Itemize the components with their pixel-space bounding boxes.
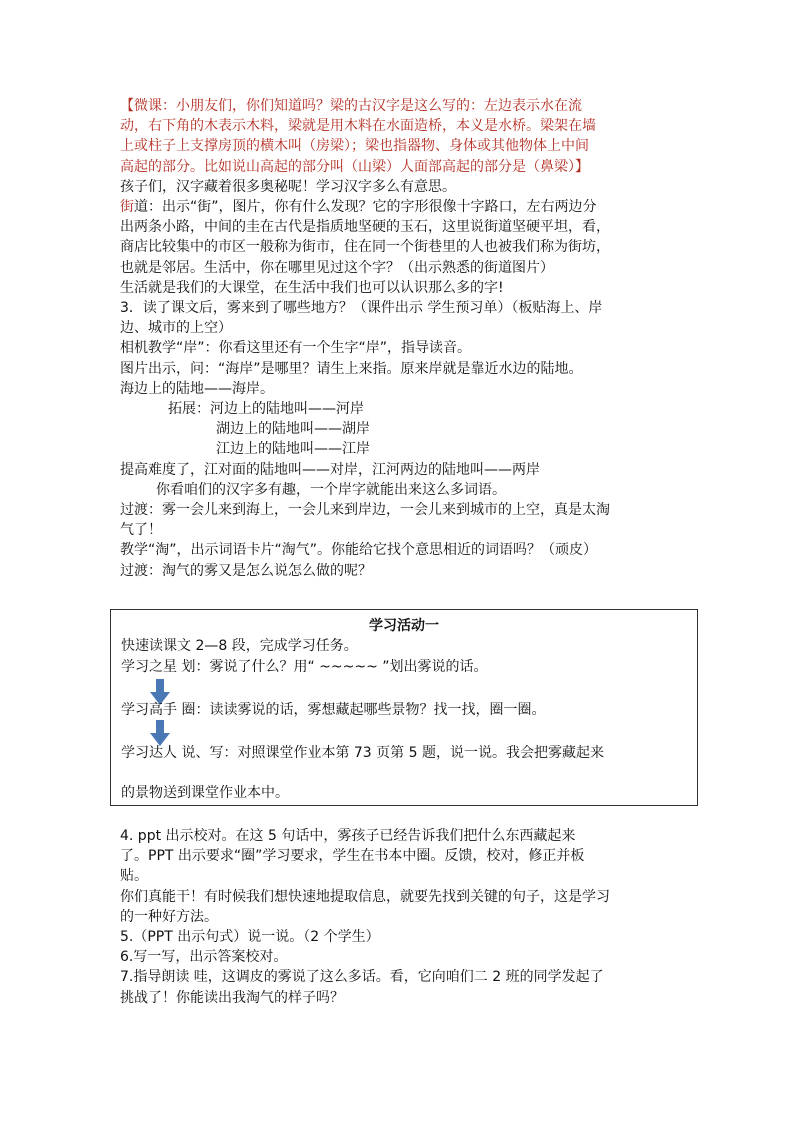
section4-line: 4. ppt 出示校对。在这 5 句话中，雾孩子已经告诉我们把什么东西藏起来 [120, 828, 576, 844]
section3-line: 相机教学“岸”：你看这里还有一个生字“岸”，指导读音。 [120, 340, 472, 357]
text-line: 气了！ [120, 522, 162, 539]
section3-line: 边、城市的上空） [120, 320, 232, 337]
jie-text: 道：出示“街”，图片，你有什么发现？它的字形很像十字路口，左右两边分 [134, 199, 597, 216]
section4-line: 的一种好方法。 [120, 908, 218, 925]
activity-instruction: 快速读课文 2—8 段，完成学习任务。 [121, 638, 358, 654]
section4-line: 7.指导朗读 哇，这调皮的雾说了这么多话。看，它向咱们二 2 班的同学发起了 [120, 969, 604, 986]
intro-line: 动，右下角的木表示木料，梁就是用木料在水面造桥，本义是水桥。梁架在墙 [120, 118, 596, 135]
jie-paragraph-line: 也就是邻居。生活中，你在哪里见过这个字？（出示熟悉的街道图片） [120, 259, 554, 276]
section3-line: 图片出示，问：“海岸”是哪里？请生上来指。原来岸就是靠近水边的陆地。 [120, 360, 583, 377]
section4-line: 贴。 [120, 868, 148, 885]
text-line: 教学“淘”，出示词语卡片“淘气”。你能给它找个意思相近的词语吗？（顽皮） [120, 542, 598, 559]
section4-line: 挑战了！你能读出我淘气的样子吗？ [120, 989, 344, 1006]
kids-line: 孩子们，汉字藏着很多奥秘呢！学习汉字多么有意思。 [120, 178, 456, 195]
text-line: 过渡：雾一会儿来到海上，一会儿来到岸边，一会儿来到城市的上空，真是太淘 [120, 502, 610, 519]
activity-expert: 学习高手 圈：读读雾说的话，雾想藏起哪些景物？找一找，圈一圈。 [121, 702, 546, 718]
intro-line: 【微课：小朋友们，你们知道吗？梁的古汉字是这么写的：左边表示水在流 [120, 98, 582, 114]
activity-master: 学习达人 说、写：对照课堂作业本第 73 页第 5 题，说一说。我会把雾藏起来 [121, 745, 604, 761]
expand-line: 江边上的陆地叫——江岸 [216, 441, 370, 458]
section4-line: 你们真能干！有时候我们想快速地提取信息，就要先找到关键的句子，这是学习 [120, 888, 610, 905]
expand-line: 拓展：河边上的陆地叫——河岸 [168, 401, 364, 418]
jie-paragraph-line: 出两条小路，中间的圭在古代是指质地坚硬的玉石，这里说街道坚硬平坦，看， [120, 219, 610, 236]
section4-line: 了。PPT 出示要求“圈”学习要求，学生在书本中圈。反馈，校对，修正并板 [120, 848, 585, 865]
text-line: 你看咱们的汉字多有趣，一个岸字就能出来这么多词语。 [156, 481, 506, 498]
jie-char: 街 [120, 199, 134, 216]
learning-activity-box [110, 609, 698, 806]
lesson-plan-body [120, 96, 700, 581]
section4-body [120, 826, 700, 1008]
activity-title: 学习活动一 [369, 618, 439, 634]
intro-line: 高起的部分。比如说山高起的部分叫（山梁）人面部高起的部分是（鼻梁）】 [120, 158, 589, 175]
text-line: 过渡：淘气的雾又是怎么说怎么做的呢？ [120, 562, 372, 579]
intro-line: 上或柱子上支撑房顶的横木叫（房梁）；梁也指器物、身体或其他物体上中间 [120, 138, 589, 155]
jie-paragraph-line: 生活就是我们的大课堂，在生活中我们也可以认识那么多的字! [120, 279, 504, 296]
section4-line: 6.写一写，出示答案校对。 [120, 949, 288, 966]
jie-paragraph-line [120, 197, 700, 217]
text-line: 提高难度了，江对面的陆地叫——对岸，江河两边的陆地叫——两岸 [120, 461, 540, 478]
activity-master-cont: 的景物送到课堂作业本中。 [121, 785, 289, 801]
jie-paragraph-line: 商店比较集中的市区一般称为街市，住在同一个街巷里的人也被我们称为街坊， [120, 239, 610, 256]
activity-star: 学习之星 划：雾说了什么？用“ ~~~~~ ”划出雾说的话。 [121, 659, 488, 675]
section4-line: 5.（PPT 出示句式）说一说。（2 个学生） [120, 929, 380, 946]
section3-line: 海边上的陆地——海岸。 [120, 380, 274, 397]
expand-line: 湖边上的陆地叫——湖岸 [216, 421, 370, 438]
section3-line: 3．读了课文后，雾来到了哪些地方？（课件出示 学生预习单）（板贴海上、岸 [120, 300, 603, 317]
